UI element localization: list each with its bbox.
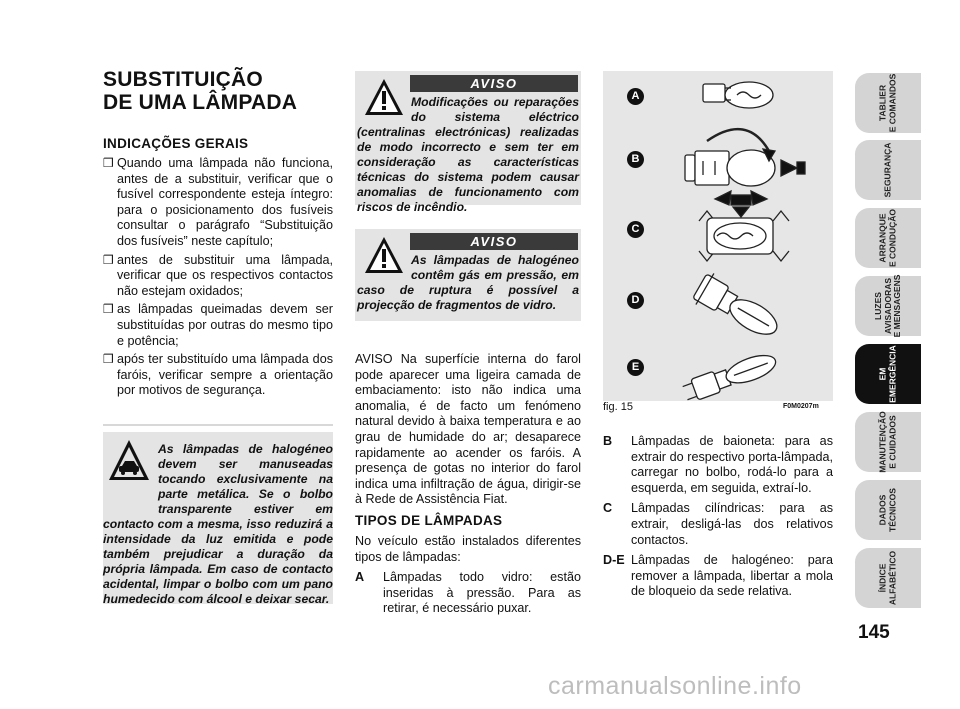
bullet-list [103,156,333,402]
lamp-type-a: A Lâmpadas todo vidro: estão inseridas à pressão. Para as retirar, é necessário puxar. [355,570,581,616]
aviso-paragraph: AVISO Na superfície interna do farol pode aparecer uma ligeira camada de embaciamento: isto não indica uma anomalia, é de facto um fenómeno natural devido à baixa temperatura e ao grau de humidade do ar; desaparece rapidamente ao acender os faróis. A presença de gotas no interior do farol indica uma infiltração de água, dirigir-se à Rede de Assistência Fiat. [355,352,581,507]
checkbox-bullet-icon: ❒ [103,352,114,367]
lamp-type-b: B Lâmpadas de baioneta: para as extrair do respectivo porta-lâmpada, carregar no bolbo, rodá-lo para a esquerda, em seguida, extraí-lo. [603,434,833,495]
figure-label-e: E [627,359,644,376]
figure-caption: fig. 15 [603,401,633,413]
warning-text: Modificações ou reparações do sistema eléctrico (centralinas electrónicas) realizadas de modo incorrecto e sem ter em consideração as características técnicas do sistema podem causar anomalias de funcionamento com riscos de incêndio. [357,95,579,214]
bulb-e-drawing [681,350,779,401]
lamp-types-intro: No veículo estão instalados diferentes tipos de lâmpadas: [355,534,581,564]
lamp-types-list [603,434,833,605]
watermark: carmanualsonline.info [548,672,802,700]
tab-em-emergencia[interactable]: EM EMERGÊNCIA [855,344,921,404]
lamp-type-c: C Lâmpadas cilíndricas: para as extrair, desligá-las dos relativos contactos. [603,501,833,547]
warning-label: AVISO [410,75,578,92]
bulb-c-drawing [699,191,789,261]
figure-label-c: C [627,221,644,238]
tab-indice-alfabetico[interactable]: ÍNDICE ALFABÉTICO [855,548,921,608]
lamp-type-d-e: D-E Lâmpadas de halogéneo: para remover a lâmpada, libertar a mola de bloqueio da sede relativa. [603,553,833,599]
section-heading-general: INDICAÇÕES GERAIS [103,136,249,151]
warning-box-halogen-pressure [355,229,581,321]
halogen-note-box [103,432,333,604]
checkbox-bullet-icon: ❒ [103,302,114,317]
list-item: ❒ as lâmpadas queimadas devem ser substituídas por outras do mesmo tipo e potência; [103,302,333,348]
figure-label-b: B [627,151,644,168]
warning-label: AVISO [410,233,578,250]
checkbox-bullet-icon: ❒ [103,252,114,267]
title-line-2: DE UMA LÂMPADA [103,91,298,114]
title-line-1: SUBSTITUIÇÃO [103,68,263,91]
tab-seguranca[interactable]: SEGURANÇA [855,140,921,200]
bulb-b-drawing [685,129,805,186]
page-number: 145 [858,622,890,643]
bulb-a-drawing [703,82,773,108]
tab-arranque-e-conducao[interactable]: ARRANQUE E CONDUÇÃO [855,208,921,268]
figure-lamp-types [603,71,833,401]
figure-label-a: A [627,88,644,105]
tab-manutencao-e-cuidados[interactable]: MANUTENÇÃO E CUIDADOS [855,412,921,472]
section-heading-lamp-types: TIPOS DE LÂMPADAS [355,513,503,528]
figure-code: F0M0207m [783,403,819,410]
list-item: ❒ antes de substituir uma lâmpada, verificar que os respectivos contactos não estejam oxidados; [103,252,333,298]
warning-box-electrical [355,71,581,214]
list-item: ❒ após ter substituído uma lâmpada dos faróis, verificar sempre a orientação por motivos de segurança. [103,352,333,398]
tab-dados-tecnicos[interactable]: DADOS TÉCNICOS [855,480,921,540]
warning-text: As lâmpadas de halogéneo contêm gás em pressão, em caso de ruptura é possível a projecção de fragmentos de vidro. [357,253,579,312]
checkbox-bullet-icon: ❒ [103,156,114,170]
tab-tablier-e-comandos[interactable]: TABLIER E COMANDOS [855,73,921,133]
halogen-note-text: As lâmpadas de halogéneo devem ser manuseadas tocando exclusivamente na parte metálica. Se o bolbo transparente estiver em contacto com a mesma, isso reduzirá a intensidade da luz emitida e pode também prejudicar a duração da própria lâmpada. Em caso de contacto acidental, limpar o bolbo com um pano humedecido com álcool e deixar secar. [103,442,333,606]
lamp-drawings [603,71,833,401]
divider [103,424,333,426]
page-title [103,68,297,114]
bulb-d-drawing [691,270,785,345]
tab-luzes-avisadoras[interactable]: LUZES AVISADORAS E MENSAGENS [855,276,921,336]
list-item: ❒ Quando uma lâmpada não funciona, antes de a substituir, verificar que o fusível correspondente esteja íntegro: para o posicionamento dos fusíveis consultar o parágrafo “Substituição dos fusíveis” neste capítulo; [103,156,333,248]
figure-label-d: D [627,292,644,309]
